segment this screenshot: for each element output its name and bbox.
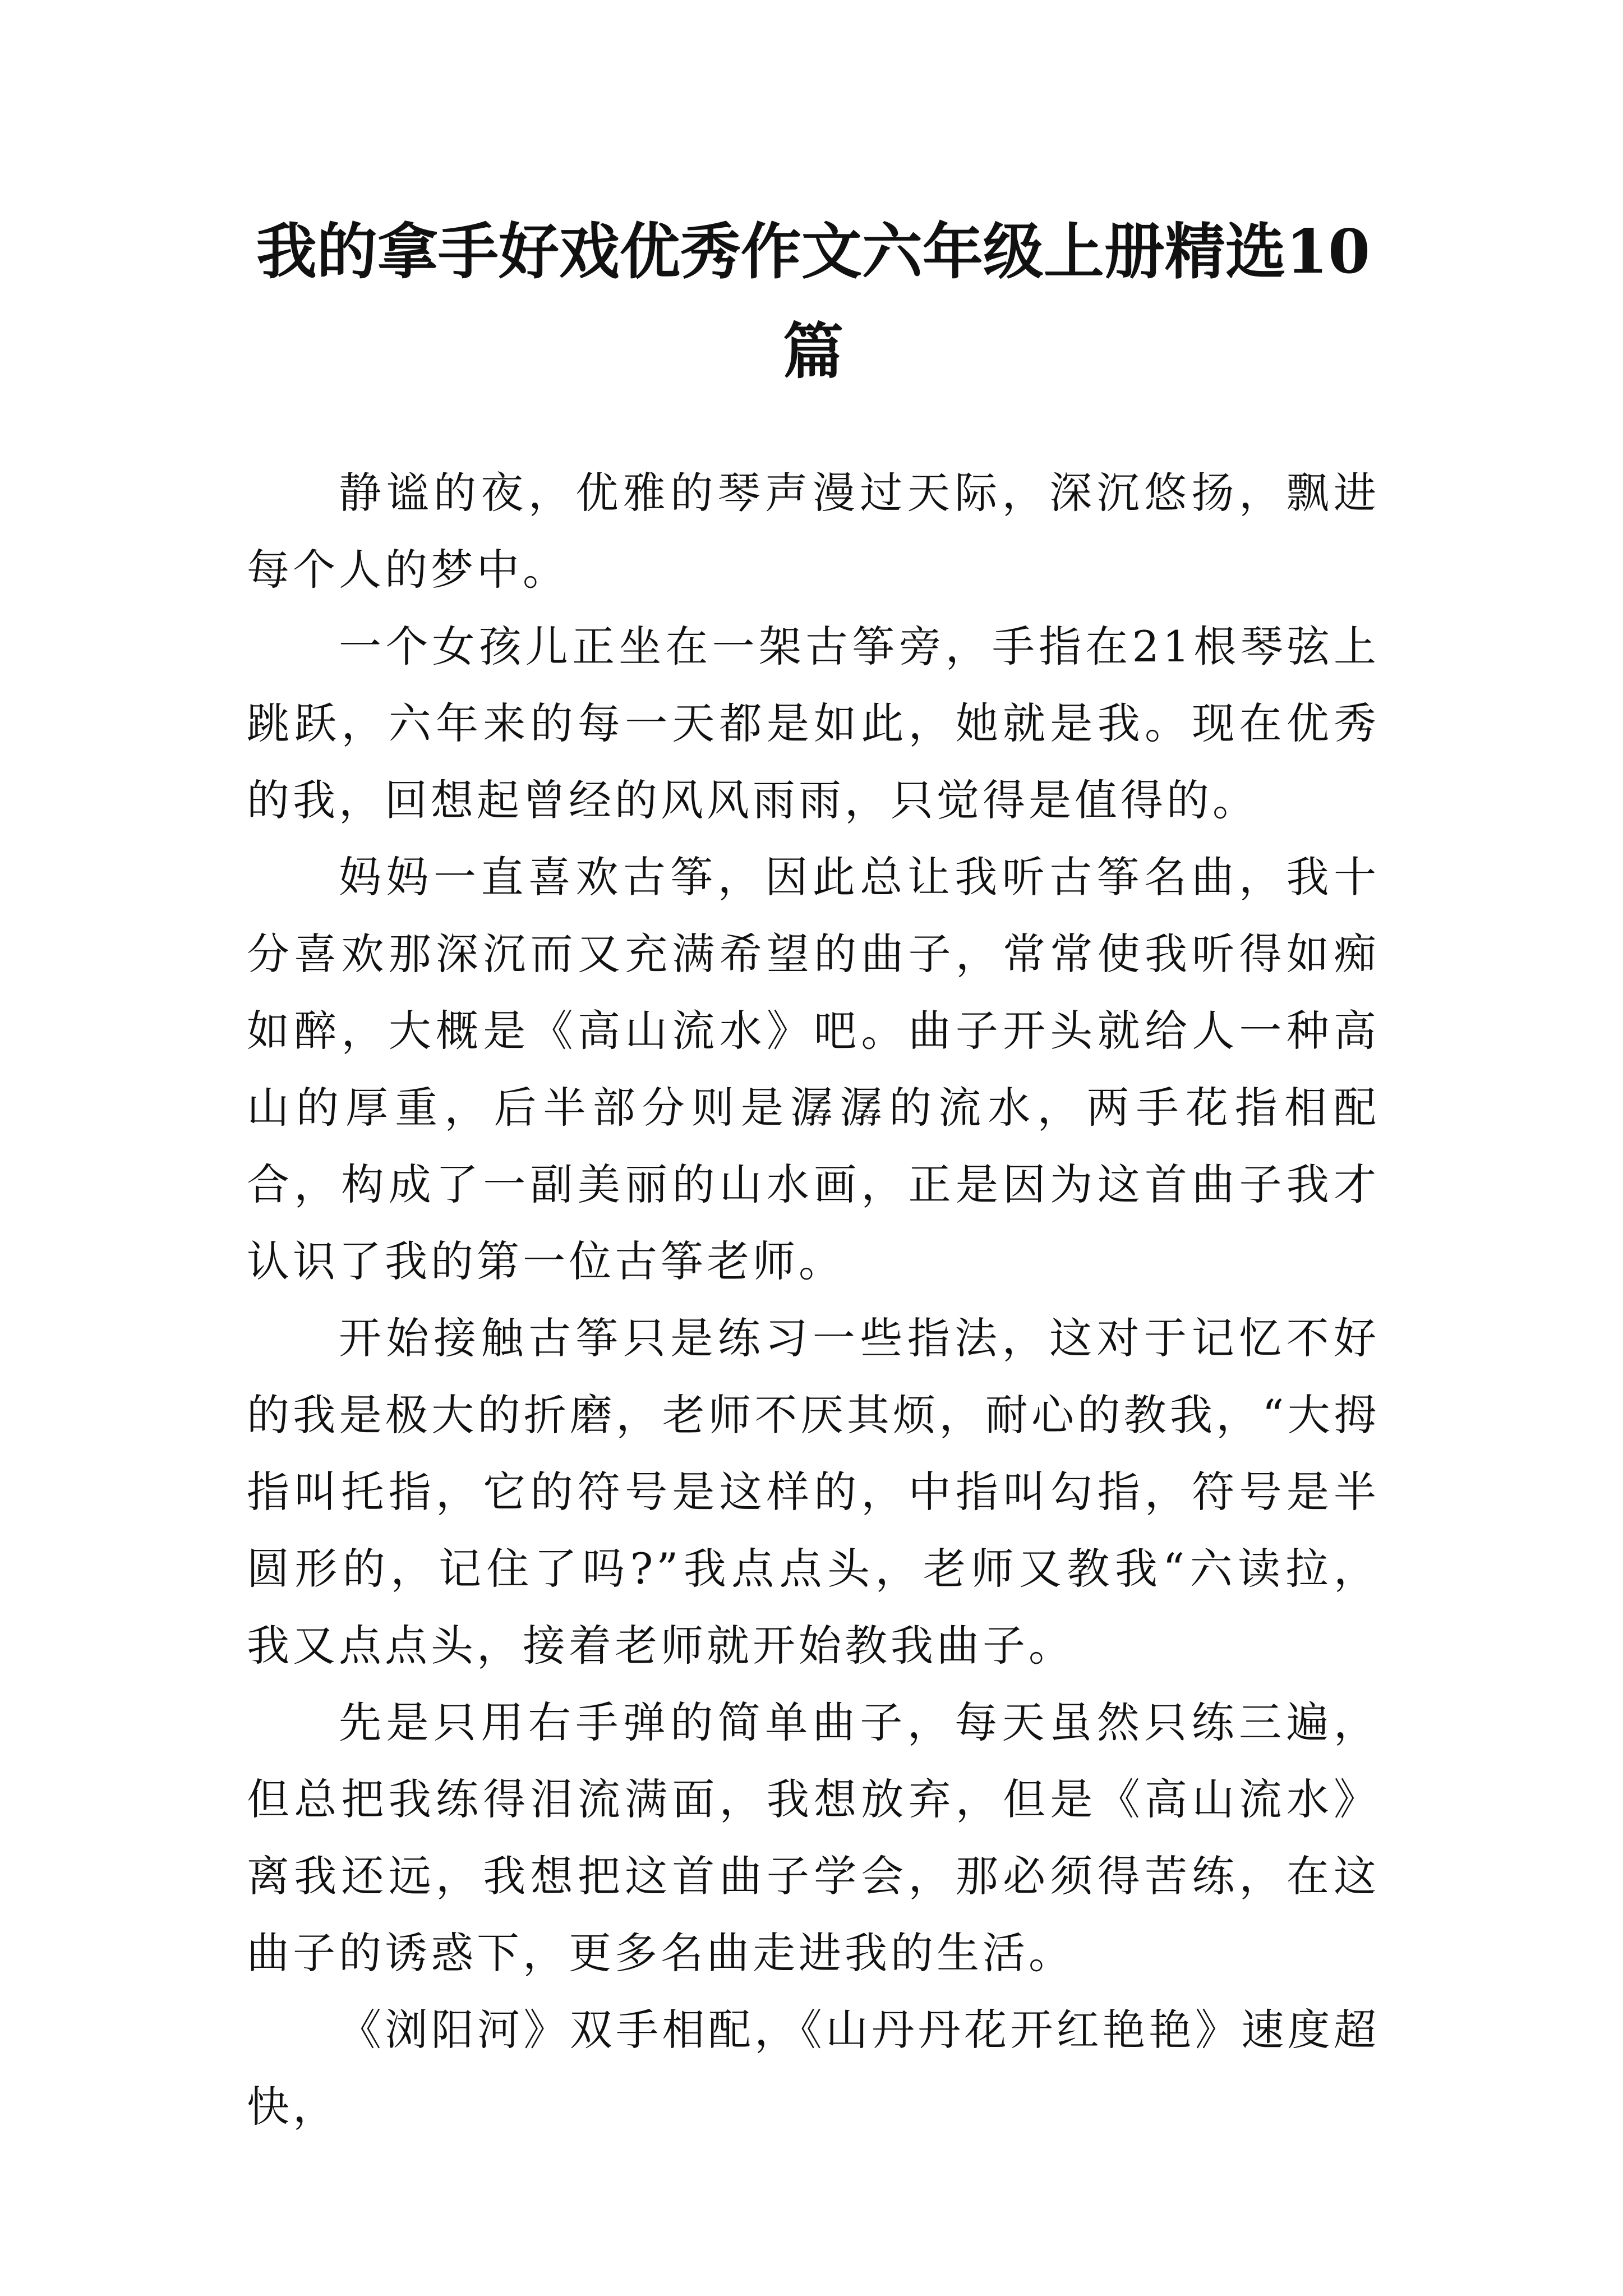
paragraph: 静谧的夜，优雅的琴声漫过天际，深沉悠扬，飘进每个人的梦中。 [247, 468, 1380, 595]
paragraph: 先是只用右手弹的简单曲子，每天虽然只练三遍，但总把我练得泪流满面，我想放弃，但是《高山流水》离我还远，我想把这首曲子学会，那必须得苦练，在这曲子的诱惑下，更多名曲走进我的生活。 [247, 1697, 1380, 1978]
paragraph: 开始接触古筝只是练习一些指法，这对于记忆不好的我是极大的折磨，老师不厌其烦，耐心的教我，“大拇指叫托指，它的符号是这样的，中指叫勾指，符号是半圆形的，记住了吗?”我点点头，老师又教我“六读拉，我又点点头，接着老师就开始教我曲子。 [247, 1313, 1380, 1671]
document-body [247, 454, 1380, 2145]
paragraph: 妈妈一直喜欢古筝，因此总让我听古筝名曲，我十分喜欢那深沉而又充满希望的曲子，常常使我听得如痴如醉，大概是《高山流水》吧。曲子开头就给人一种高山的厚重，后半部分则是潺潺的流水，两手花指相配合，构成了一副美丽的山水画，正是因为这首曲子我才认识了我的第一位古筝老师。 [247, 852, 1380, 1286]
paragraph: 《浏阳河》双手相配，《山丹丹花开红艳艳》速度超快， [247, 2005, 1380, 2132]
document-title: 我的拿手好戏优秀作文六年级上册精选10篇 [256, 217, 1371, 387]
paragraph: 一个女孩儿正坐在一架古筝旁，手指在21根琴弦上跳跃，六年来的每一天都是如此，她就是我。现在优秀的我，回想起曾经的风风雨雨，只觉得是值得的。 [247, 622, 1380, 825]
